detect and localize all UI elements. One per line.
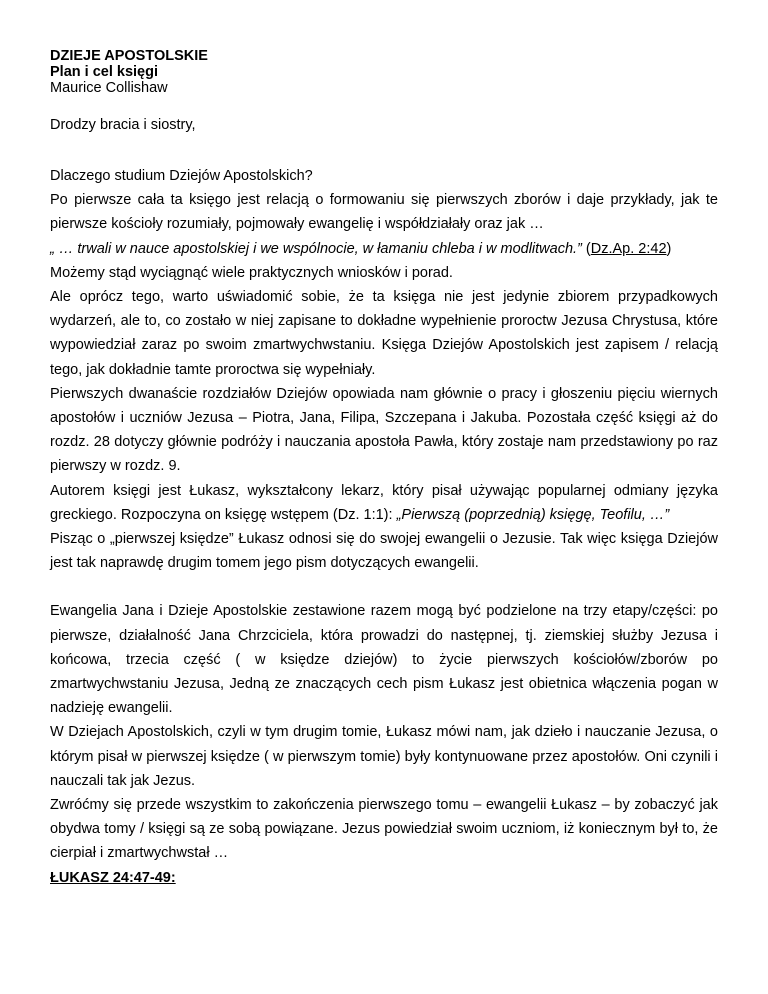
author-text: Autorem księgi jest Łukasz, wykształcony lekarz, który pisał używając popularnej odmiany języka greckiego. Rozpoczyna on księgę wstępem (Dz. 1:1): [50, 482, 718, 523]
document-author: Maurice Collishaw [50, 80, 168, 96]
paragraph-chapters: Pierwszych dwanaście rozdziałów Dziejów opowiada nam głównie o pracy i głoszeniu pięciu wiernych apostołów i uczniów Jezusa – Piotra, Jana, Filipa, Szczepana i Jakuba. Pozostała część księgi aż do rozdz. 28 dotyczy głównie podróży i nauczania apostoła Pawła, który zostaje nam przedstawiony po raz pierwszy w rozdz. 9. [50, 385, 718, 475]
paragraph-author [50, 479, 718, 527]
paren-open: ( [581, 240, 591, 257]
document-title: DZIEJE APOSTOLSKIE [50, 48, 208, 64]
paragraph-ending: Zwróćmy się przede wszystkim to zakończenia pierwszego tomu – ewangelii Łukasz – by zobaczyć jak obydwa tomy / księgi są ze sobą powiązane. Jezus powiedział swoim uczniom, iż koniecznym był to, że cierpiał i zmartwychwstał … [50, 797, 718, 862]
greeting: Drodzy bracia i siostry, [50, 117, 196, 133]
document-body [50, 164, 718, 890]
section-heading [50, 866, 718, 890]
paragraph-conclusions: Możemy stąd wyciągnąć wiele praktycznych wniosków i porad. [50, 264, 453, 281]
paragraph-three-stages: Ewangelia Jana i Dzieje Apostolskie zestawione razem mogą być podzielone na trzy etapy/części: po pierwsze, działalność Jana Chrzciciela, która prowadzi do następnej, tj. ziemskiej służby Jezusa i końcowa, trzecia część ( w księdze dziejów) to życie pierwszych kościołów/zborów po zmartwychwstaniu Jezusa, Jedną ze znaczących cech pism Łukasz jest obietnica włączenia pogan w nadzieję ewangelii. [50, 603, 718, 717]
author-quote: „Pierwszą (poprzednią) księgę, Teofilu, …” [396, 506, 670, 523]
paren-close: ) [666, 240, 672, 257]
document-subtitle: Plan i cel księgi [50, 64, 158, 80]
paragraph-second-volume: W Dziejach Apostolskich, czyli w tym drugim tomie, Łukasz mówi nam, jak dzieło i nauczanie Jezusa, o którym pisał w pierwszej księdze ( w pierwszym tomie) były kontynuowane przez apostołów. Oni czynili i nauczali tak jak Jezus. [50, 724, 718, 789]
scripture-quote: „ … trwali w nauce apostolskiej i we wspólnocie, w łamaniu chleba i w modlitwach.” [50, 240, 582, 257]
paragraph-question: Dlaczego studium Dziejów Apostolskich? [50, 168, 313, 184]
section-heading-text: ŁUKASZ 24:47-49: [50, 869, 176, 886]
scripture-reference-link[interactable]: Dz.Ap. 2:42 [590, 240, 667, 257]
paragraph-first-reason: Po pierwsze cała ta księgo jest relacją o formowaniu się pierwszych zborów i daje przykłady, jak te pierwsze kościoły rozumiały, pojmowały ewangelię i współdziałały oraz jak … [50, 192, 718, 233]
paragraph-first-book: Pisząc o „pierwszej księdze” Łukasz odnosi się do swojej ewangelii o Jezusie. Tak więc księga Dziejów jest tak naprawdę drugim tomem jego pism dotyczących ewangelii. [50, 531, 718, 572]
paragraph-prophecy: Ale oprócz tego, warto uświadomić sobie, że ta księga nie jest jedynie zbiorem przypadkowych wydarzeń, ale to, co zostało w niej zapisane to dokładne wypełnienie proroctw Jezusa Chrystusa, które wypowiedział zaraz po swoim zmartwychwstaniu. Księga Dziejów Apostolskich jest zapisem / relacją tego, jak dokładnie tamte proroctwa się wypełniały. [50, 289, 718, 378]
paragraph-quote [50, 237, 718, 261]
